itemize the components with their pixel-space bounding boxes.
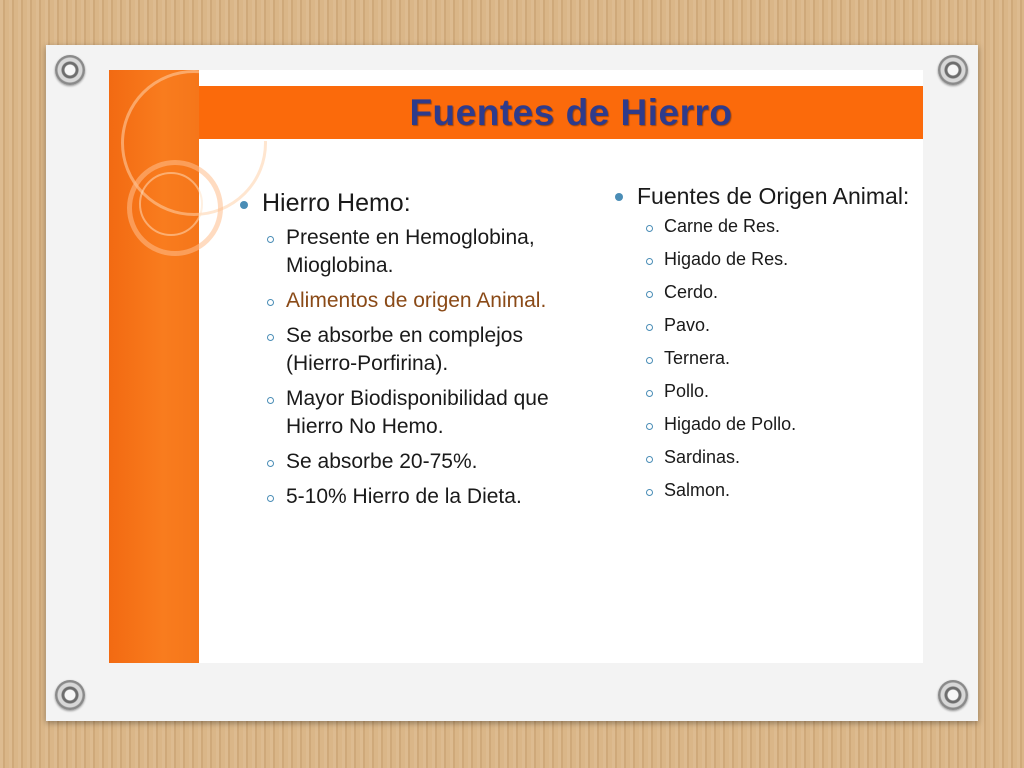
decorative-arc: [139, 172, 203, 236]
sub-bullet: [614, 215, 914, 238]
sub-bullet-text: Higado de Res.: [664, 249, 789, 269]
right-column: [614, 180, 914, 512]
grommet-bottom-left: [55, 680, 85, 710]
main-bullet: [239, 188, 599, 218]
bullet-ring-icon: [267, 460, 274, 467]
sub-bullet: [239, 224, 599, 280]
main-bullet-text: Fuentes de Origen Animal:: [637, 183, 910, 209]
sub-bullet-text: Se absorbe en complejos (Hierro-Porfirina).: [286, 324, 523, 375]
grommet-top-right: [938, 55, 968, 85]
sub-bullet: [614, 281, 914, 304]
title-band-divider: [199, 139, 923, 141]
sub-bullet-text: Carne de Res.: [664, 216, 781, 236]
sub-bullet: [614, 380, 914, 403]
sub-bullet-text: Alimentos de origen Animal.: [286, 289, 547, 312]
bullet-ring-icon: [646, 357, 653, 364]
sub-bullet-text: Cerdo.: [664, 282, 719, 302]
sub-bullet: [614, 347, 914, 370]
sub-bullet: [239, 483, 599, 511]
bullet-ring-icon: [646, 390, 653, 397]
sub-bullet: [614, 314, 914, 337]
bullet-ring-icon: [646, 456, 653, 463]
bullet-ring-icon: [646, 258, 653, 265]
grommet-bottom-right: [938, 680, 968, 710]
sub-bullet-highlighted: [239, 287, 599, 315]
sub-bullet: [239, 322, 599, 378]
bullet-ring-icon: [267, 334, 274, 341]
bullet-ring-icon: [646, 225, 653, 232]
bullet-ring-icon: [267, 299, 274, 306]
slide-title: Fuentes de Hierro: [409, 92, 733, 133]
sub-bullet-text: Mayor Biodisponibilidad que Hierro No Hemo.: [286, 387, 549, 438]
sub-bullet-text: Sardinas.: [664, 447, 741, 467]
sub-bullet: [614, 413, 914, 436]
top-strip: [199, 70, 923, 86]
sub-bullet-text: Pollo.: [664, 381, 710, 401]
sub-bullet-list: [239, 224, 599, 511]
sub-bullet: [614, 446, 914, 469]
sub-bullet-list: [614, 215, 914, 502]
sub-bullet-text: Higado de Pollo.: [664, 414, 797, 434]
sub-bullet-text: 5-10% Hierro de la Dieta.: [286, 485, 522, 508]
bullet-ring-icon: [267, 397, 274, 404]
bullet-dot-icon: [240, 201, 248, 209]
sub-bullet: [239, 385, 599, 441]
bullet-ring-icon: [646, 324, 653, 331]
sub-bullet-text: Se absorbe 20-75%.: [286, 450, 478, 473]
sub-bullet-text: Pavo.: [664, 315, 711, 335]
bullet-ring-icon: [646, 423, 653, 430]
slide: [109, 70, 923, 663]
main-bullet: [614, 180, 914, 212]
sub-bullet-text: Ternera.: [664, 348, 731, 368]
bullet-ring-icon: [267, 236, 274, 243]
sub-bullet: [614, 248, 914, 271]
main-bullet-text: Hierro Hemo:: [262, 189, 411, 217]
sub-bullet: [614, 479, 914, 502]
sub-bullet-text: Presente en Hemoglobina, Mioglobina.: [286, 226, 535, 277]
left-column: [239, 188, 599, 518]
sub-bullet: [239, 448, 599, 476]
bullet-ring-icon: [646, 489, 653, 496]
bullet-dot-icon: [615, 193, 623, 201]
bullet-ring-icon: [646, 291, 653, 298]
sub-bullet-text: Salmon.: [664, 480, 731, 500]
bullet-ring-icon: [267, 495, 274, 502]
grommet-top-left: [55, 55, 85, 85]
